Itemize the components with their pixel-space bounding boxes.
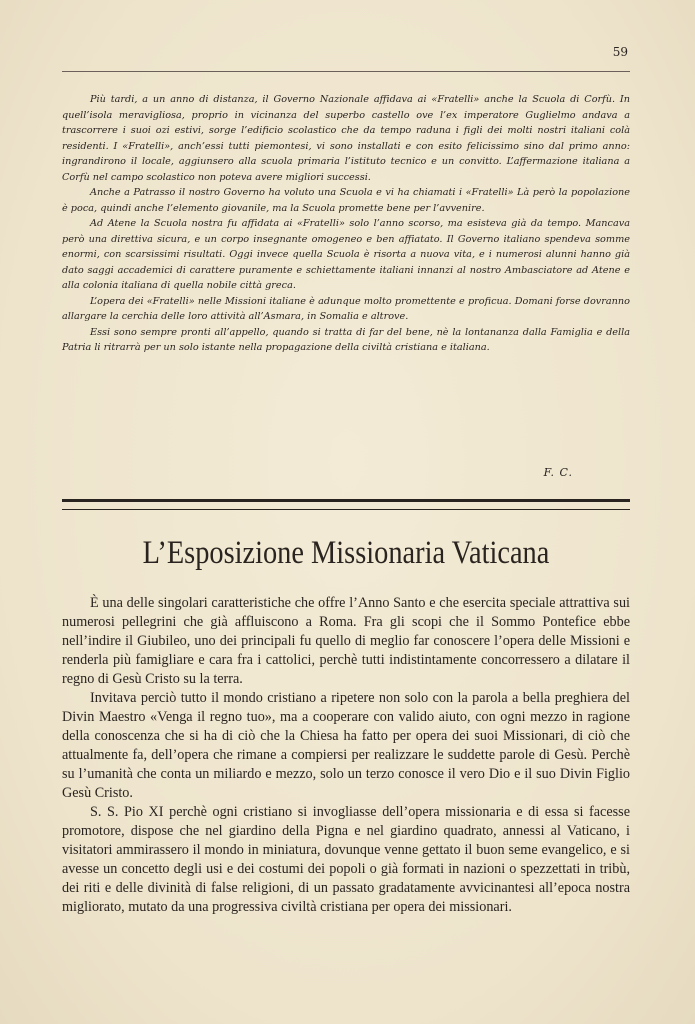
author-signature: F. C. [543,466,573,479]
section-divider [62,499,630,510]
article-body [62,594,630,917]
page-number: 59 [612,45,628,59]
previous-article-ending [62,92,630,356]
article-title: L’Esposizione Missionaria Vaticana [142,535,550,571]
paragraph: Invitava perciò tutto il mondo cristiano a ripetere non solo con la parola a bella preghiera del Divin Maestro «Venga il regno tuo», ma a cooperare con valido aiuto, con ogni mezzo in ragione della conoscenza che si ha di ciò che la Chiesa ha fatto per opera dei suoi Missionari, di ciò che attualmente fa, dell’opera che rimane a compiersi per realizzare le suddette parole di Gesù. Perchè su l’umanità che conta un miliardo e mezzo, solo un terzo conosce il vero Dio e il suo Divin Figlio Gesù Cristo. [62,690,630,801]
paragraph: Ad Atene la Scuola nostra fu affidata ai «Fratelli» solo l’anno scorso, ma esisteva già da tempo. Mancava però una direttiva sicura, e un corpo insegnante omogeneo e ben affiatato. Il Governo italiano spendeva somme enormi, con scarsissimi risultati. Oggi invece quella Scuola è risorta a nuova vita, e i numerosi alunni hanno già dato saggi accademici di carattere puramente e schiettamente italiani innanzi al nostro Ambasciatore ad Atene e alla colonia italiana di quella nobile città greca. [62,218,630,291]
paragraph: Anche a Patrasso il nostro Governo ha voluto una Scuola e vi ha chiamati i «Fratelli» Là però la popolazione è poca, quindi anche l’elemento giovanile, ma la Scuola promette bene per l’avvenire. [62,187,630,214]
paragraph: Più tardi, a un anno di distanza, il Governo Nazionale affidava ai «Fratelli» anche la Scuola di Corfù. In quell’isola meravigliosa, proprio in vicinanza del superbo castello ove l’ex imperatore Guglielmo andava a trascorrere i suoi ozi estivi, sorge l’edificio scolastico che da tempo raduna i figli dei molti nostri italiani colà residenti. I «Fratelli», anch’essi tutti piemontesi, vi sono installati e con esito felicissimo sino dal primo anno: ingrandirono il locale, aggiunsero alla scuola primaria l’istituto tecnico e un convitto. L’affermazione italiana a Corfù nel campo scolastico non poteva avere migliori successi. [62,94,630,183]
paragraph: L’opera dei «Fratelli» nelle Missioni italiane è adunque molto promettente e proficua. Domani forse dovranno allargare la cerchia delle loro attività all’Asmara, in Somalia e altrove. [62,295,630,322]
paragraph: Essi sono sempre pronti all’appello, quando si tratta di far del bene, nè la lontananza dalla Famiglia e della Patria li ritrarrà per un solo istante nella propagazione della civiltà cristiana e italiana. [62,326,630,353]
paragraph: È una delle singolari caratteristiche che offre l’Anno Santo e che esercita speciale attrattiva sui numerosi pellegrini che già affluiscono a Roma. Fra gli scopi che il Sommo Pontefice ebbe nell’indire il Giubileo, uno dei principali fu quello di meglio far conoscere l’opera delle Missioni e renderla più famigliare e cara fra i cattolici, perchè tutti indistintamente concorressero a dilatare il regno di Gesù Cristo su la terra. [62,595,630,687]
header-rule [62,71,630,72]
paragraph: S. S. Pio XI perchè ogni cristiano si invogliasse dell’opera missionaria e di essa si facesse promotore, dispose che nel giardino della Pigna e nel giardino quadrato, annessi al Vaticano, i visitatori ammirassero il mondo in miniatura, dovunque venne gettato il buon seme evangelico, e si avesse un concetto degli usi e dei costumi dei popoli o già formati in nazioni o spezzettati in tribù, dei riti e delle divinità di false religioni, di un passato gradatamente avvicinantesi all’epoca nostra migliorato, mutato da una progressiva civiltà cristiana per opera dei missionari. [62,804,630,915]
